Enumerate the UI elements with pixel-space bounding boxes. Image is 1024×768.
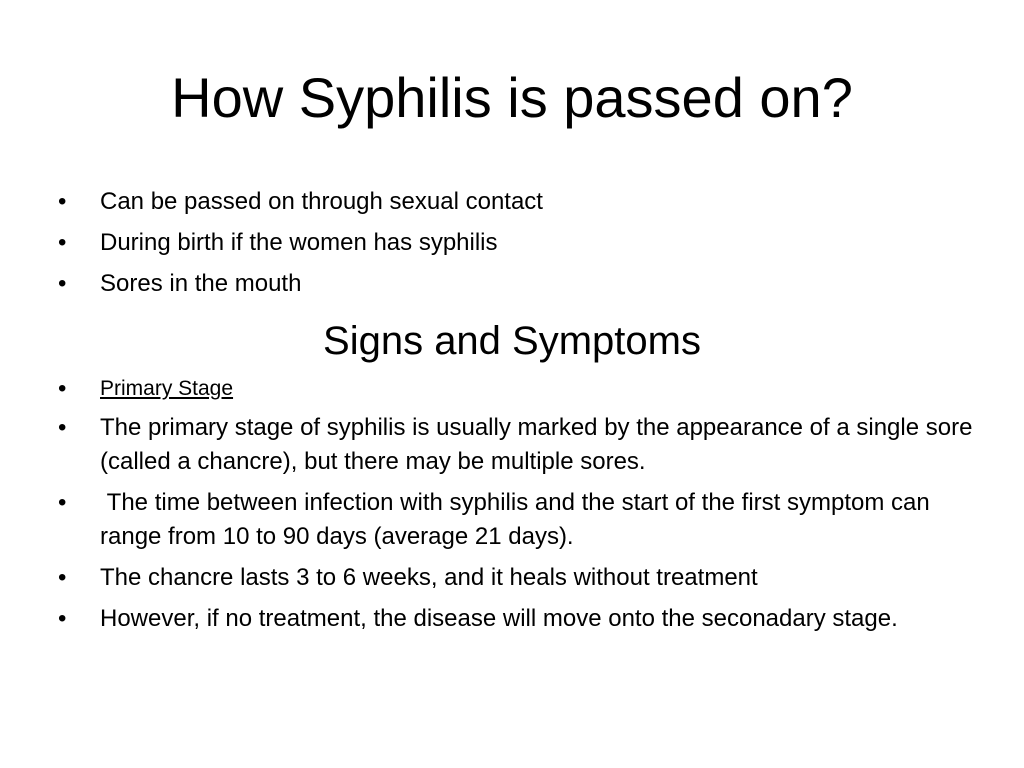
bullet-icon: • <box>58 489 67 516</box>
bullet-icon: • <box>58 375 67 402</box>
list-item-text: Sores in the mouth <box>100 270 302 297</box>
bullet-icon: • <box>58 188 67 215</box>
bullet-icon: • <box>58 605 67 632</box>
bullet-icon: • <box>58 564 67 591</box>
section-heading: Signs and Symptoms <box>323 319 701 363</box>
bullet-icon: • <box>58 414 67 441</box>
bullet-icon: • <box>58 229 67 256</box>
list-item-text: Primary Stage <box>100 377 234 400</box>
list-item-text: However, if no treatment, the disease will move onto the seconadary stage. <box>100 605 898 632</box>
list-item-text: The chancre lasts 3 to 6 weeks, and it heals without treatment <box>100 564 758 591</box>
slide-title: How Syphilis is passed on? <box>171 66 853 129</box>
list-item-text: The primary stage of syphilis is usually marked by the appearance of a single sore (called a chancre), but there may be multiple sores. <box>100 414 973 475</box>
list-item-text: Can be passed on through sexual contact <box>100 188 543 215</box>
list-item-text: During birth if the women has syphilis <box>100 229 498 256</box>
list-item-text: The time between infection with syphilis and the start of the first symptom can range from 10 to 90 days (average 21 days). <box>100 489 937 550</box>
bullet-icon: • <box>58 270 67 297</box>
